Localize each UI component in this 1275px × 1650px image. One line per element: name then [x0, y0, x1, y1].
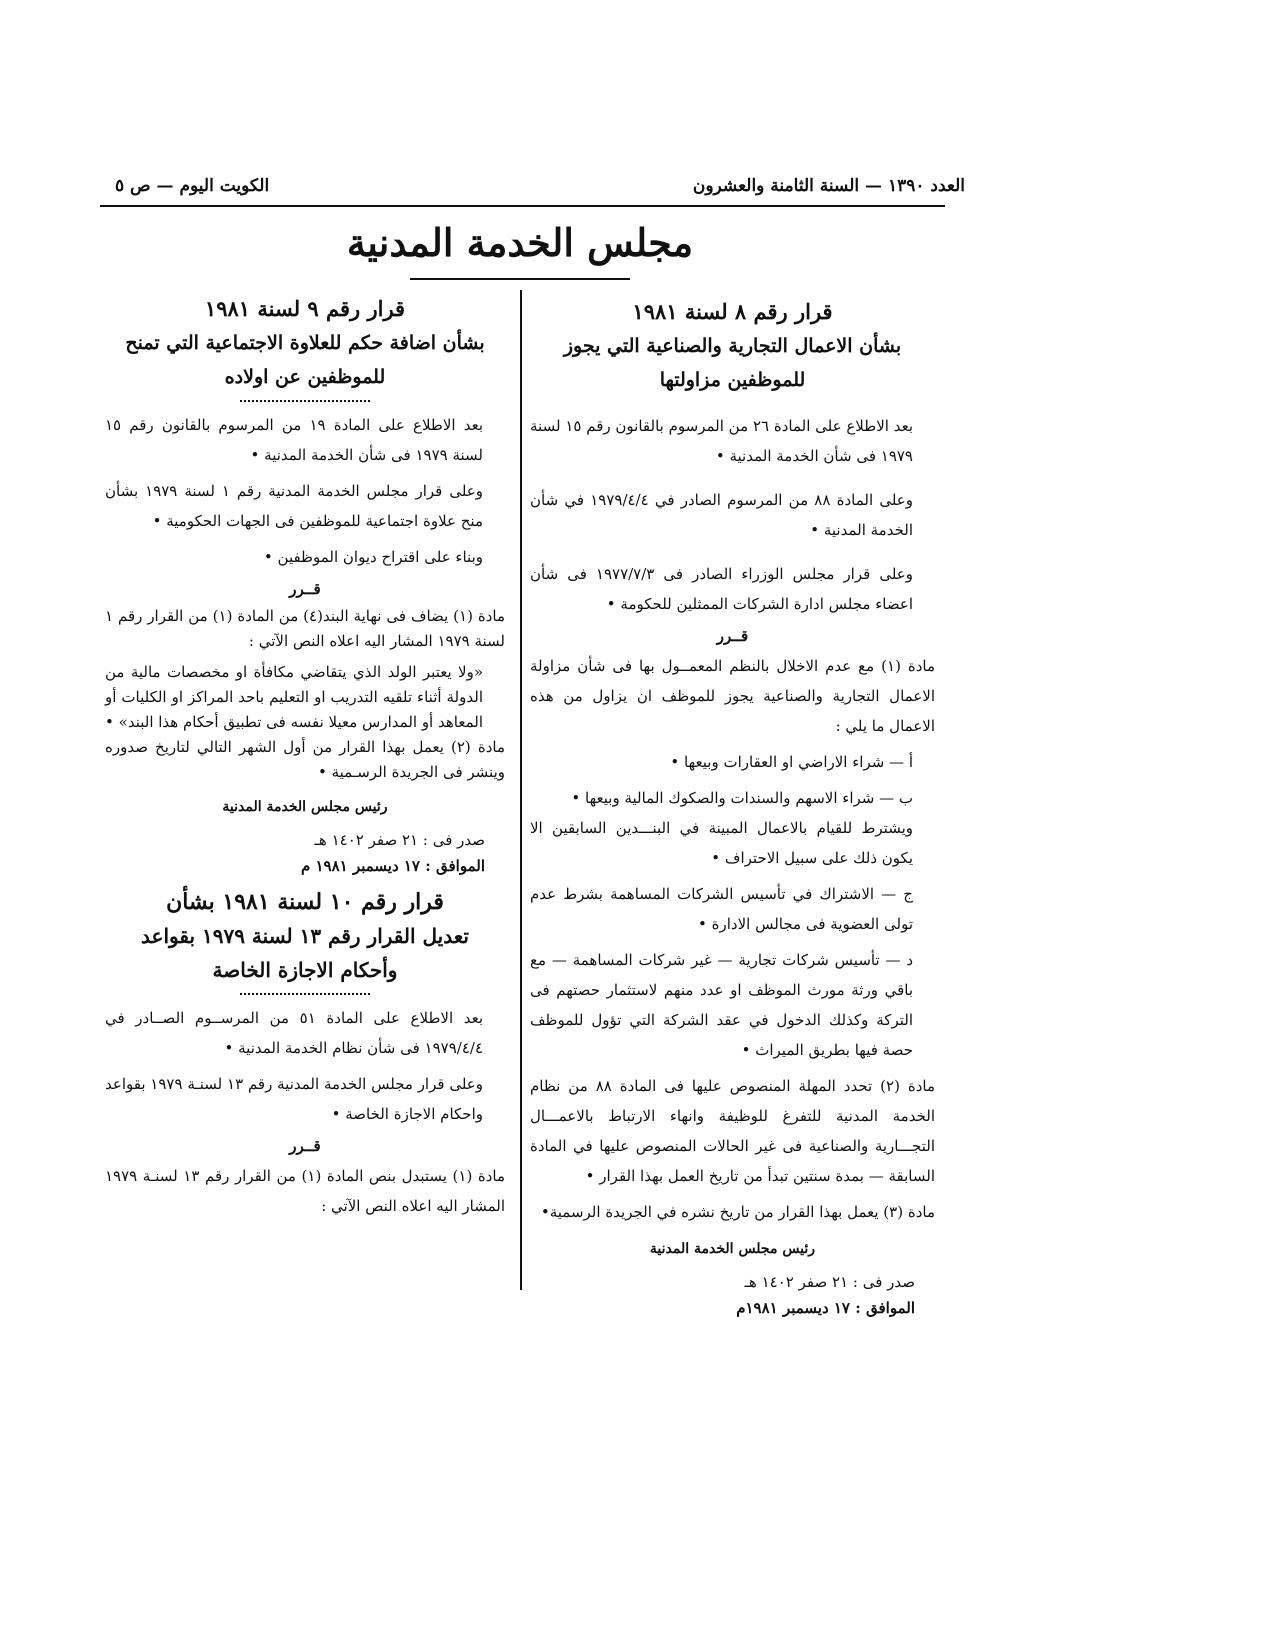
decision-9-quoted-text: «ولا يعتبر الولد الذي يتقاضي مكافأة او مخصصات مالية من الدولة أثناء تلقيه التدريب او التعليم باحد المراكز او الكليات أو المعاهد أو المدارس معيلا نفسه فى تطبيق أحكام هذا البند» • — [105, 663, 483, 731]
decision-8-subtitle-2: للموظفين مزاولتها — [659, 369, 806, 391]
decision-9-subtitle-1: بشأن اضافة حكم للعلاوة الاجتماعية التي تمنح — [125, 332, 485, 354]
decision-8-subtitle-1: بشأن الاعمال التجارية والصناعية التي يجوز — [563, 335, 902, 357]
decision-10-subtitle-2: وأحكام الاجازة الخاصة — [212, 958, 398, 982]
decision-9-gregorian-date: الموافق : ١٧ ديسمبر ١٩٨١ م — [300, 857, 485, 875]
decision-8-signature: رئيس مجلس الخدمة المدنية — [649, 1241, 816, 1257]
decision-8-gregorian-date: الموافق : ١٧ ديسمبر ١٩٨١م — [736, 1299, 915, 1317]
decision-8-item-d: د — تأسيس شركات تجارية — غير شركات المساهمة — مع باقي ورثة مورث الموظف او عدد منهم لاستثمار حصتهم فى التركة وكذلك الدخول في عقد الشركة التي تؤول للموظف حصة فيها بطريق الميراث • — [530, 951, 913, 1059]
decision-8-article-3: مادة (٣) يعمل بهذا القرار من تاريخ نشره في الجريدة الرسمية• — [540, 1203, 935, 1221]
decision-8-article-2: مادة (٢) تحدد المهلة المنصوص عليها فى المادة ٨٨ من نظام الخدمة المدنية للتفرغ للوظيفة وانهاء الارتباط بالاعمـــال التجـــارية والصناعية فى غير الحالات المنصوص عليها في المادة السابقة — بمدة سنتين تبدأ من تاريخ العمل بهذا القرار • — [530, 1077, 936, 1185]
decision-8-issued-date: صدر فى : ٢١ صفر ١٤٠٢ هـ — [744, 1273, 915, 1291]
decision-9-decided: قــرر — [289, 580, 321, 598]
decision-9-preamble-1: بعد الاطلاع على المادة ١٩ من المرسوم بالقانون رقم ١٥ لسنة ١٩٧٩ فى شأن الخدمة المدنية • — [105, 416, 483, 464]
masthead-title: مجلس الخدمة المدنية — [346, 220, 694, 265]
decisions-9-10-column — [105, 292, 505, 1221]
running-head-page: الكويت اليوم — ص ٥ — [115, 176, 270, 196]
decision-9-article-2: مادة (٢) يعمل بهذا القرار من أول الشهر التالي لتاريخ صدوره وينشر فى الجريدة الرسـمية • — [105, 738, 505, 781]
decision-10-preamble-1: بعد الاطلاع على المادة ٥١ من المرســوم الصــادر في ١٩٧٩/٤/٤ فى شأن نظام الخدمة المدنية • — [105, 1009, 484, 1057]
decision-10-title: قرار رقم ١٠ لسنة ١٩٨١ بشأن — [166, 889, 444, 915]
decision-8-decided: قــرر — [716, 627, 749, 645]
decision-8-item-b: ب — شراء الاسهم والسندات والصكوك المالية وبيعها • — [571, 789, 913, 807]
column-divider — [520, 290, 522, 1290]
decision-8-preamble-1: بعد الاطلاع على المادة ٢٦ من المرسوم بالقانون رقم ١٥ لسنة ١٩٧٩ فى شأن الخدمة المدنية • — [530, 417, 913, 465]
decision-8-item-c: ج — الاشتراك في تأسيس الشركات المساهمة بشرط عدم تولى العضوية فى مجالس الادارة • — [530, 885, 913, 933]
decision-8-column — [530, 295, 935, 1321]
decision-8-item-a: أ — شراء الاراضي او العقارات وبيعها • — [670, 753, 913, 771]
decision-10-preamble-2: وعلى قرار مجلس الخدمة المدنية رقم ١٣ لسنـة ١٩٧٩ بقواعد واحكام الاجازة الخاصة • — [105, 1075, 483, 1123]
decision-9-ornament-rule — [240, 400, 370, 402]
decision-9-preamble-3: وبناء على اقتراح ديوان الموظفين • — [263, 548, 483, 566]
decision-8-title: قرار رقم ٨ لسنة ١٩٨١ — [632, 299, 833, 324]
decision-9-article-1: مادة (١) يضاف فى نهاية البند(٤) من المادة (١) من القرار رقم ١ لسنة ١٩٧٩ المشار اليه اعلاه النص الآتي : — [105, 607, 506, 650]
decision-9-title: قرار رقم ٩ لسنة ١٩٨١ — [204, 296, 406, 321]
masthead-rule — [410, 278, 630, 280]
decision-9-issued-date: صدر فى : ٢١ صفر ١٤٠٢ هـ — [314, 831, 485, 849]
decision-9-preamble-2: وعلى قرار مجلس الخدمة المدنية رقم ١ لسنة ١٩٧٩ بشأن منح علاوة اجتماعية للموظفين فى الجهات الحكومية • — [105, 482, 483, 530]
decision-10-decided: قــرر — [289, 1137, 321, 1155]
decision-8-article-1: مادة (١) مع عدم الاخلال بالنظم المعمــول بها فى شأن مزاولة الاعمال التجارية والصناعية يجوز للموظف ان يزاول من هذه الاعمال ما يلي : — [530, 657, 935, 735]
decision-9-signature: رئيس مجلس الخدمة المدنية — [222, 799, 388, 815]
header-rule — [100, 205, 945, 207]
running-head-issue: العدد ١٣٩٠ — السنة الثامنة والعشرون — [692, 176, 965, 196]
decision-8-item-b-condition: ويشترط للقيام بالاعمال المبينة في البنـــدين السابقين الا يكون ذلك على سبيل الاحتراف • — [530, 819, 913, 867]
decision-9-subtitle-2: للموظفين عن اولاده — [224, 366, 386, 388]
decision-10-subtitle-1: تعديل القرار رقم ١٣ لسنة ١٩٧٩ بقواعد — [141, 924, 469, 948]
decision-8-preamble-3: وعلى قرار مجلس الوزراء الصادر فى ١٩٧٧/٧/٣ فى شأن اعضاء مجلس ادارة الشركات الممثلين للحكومة • — [530, 565, 913, 613]
decision-10-article-1: مادة (١) يستبدل بنص المادة (١) من القرار رقم ١٣ لسنـة ١٩٧٩ المشار اليه اعلاه النص الآتي : — [105, 1167, 505, 1215]
decision-10-ornament-rule — [240, 993, 370, 995]
decision-8-preamble-2: وعلى المادة ٨٨ من المرسوم الصادر في ١٩٧٩/٤/٤ في شأن الخدمة المدنية • — [530, 491, 913, 539]
